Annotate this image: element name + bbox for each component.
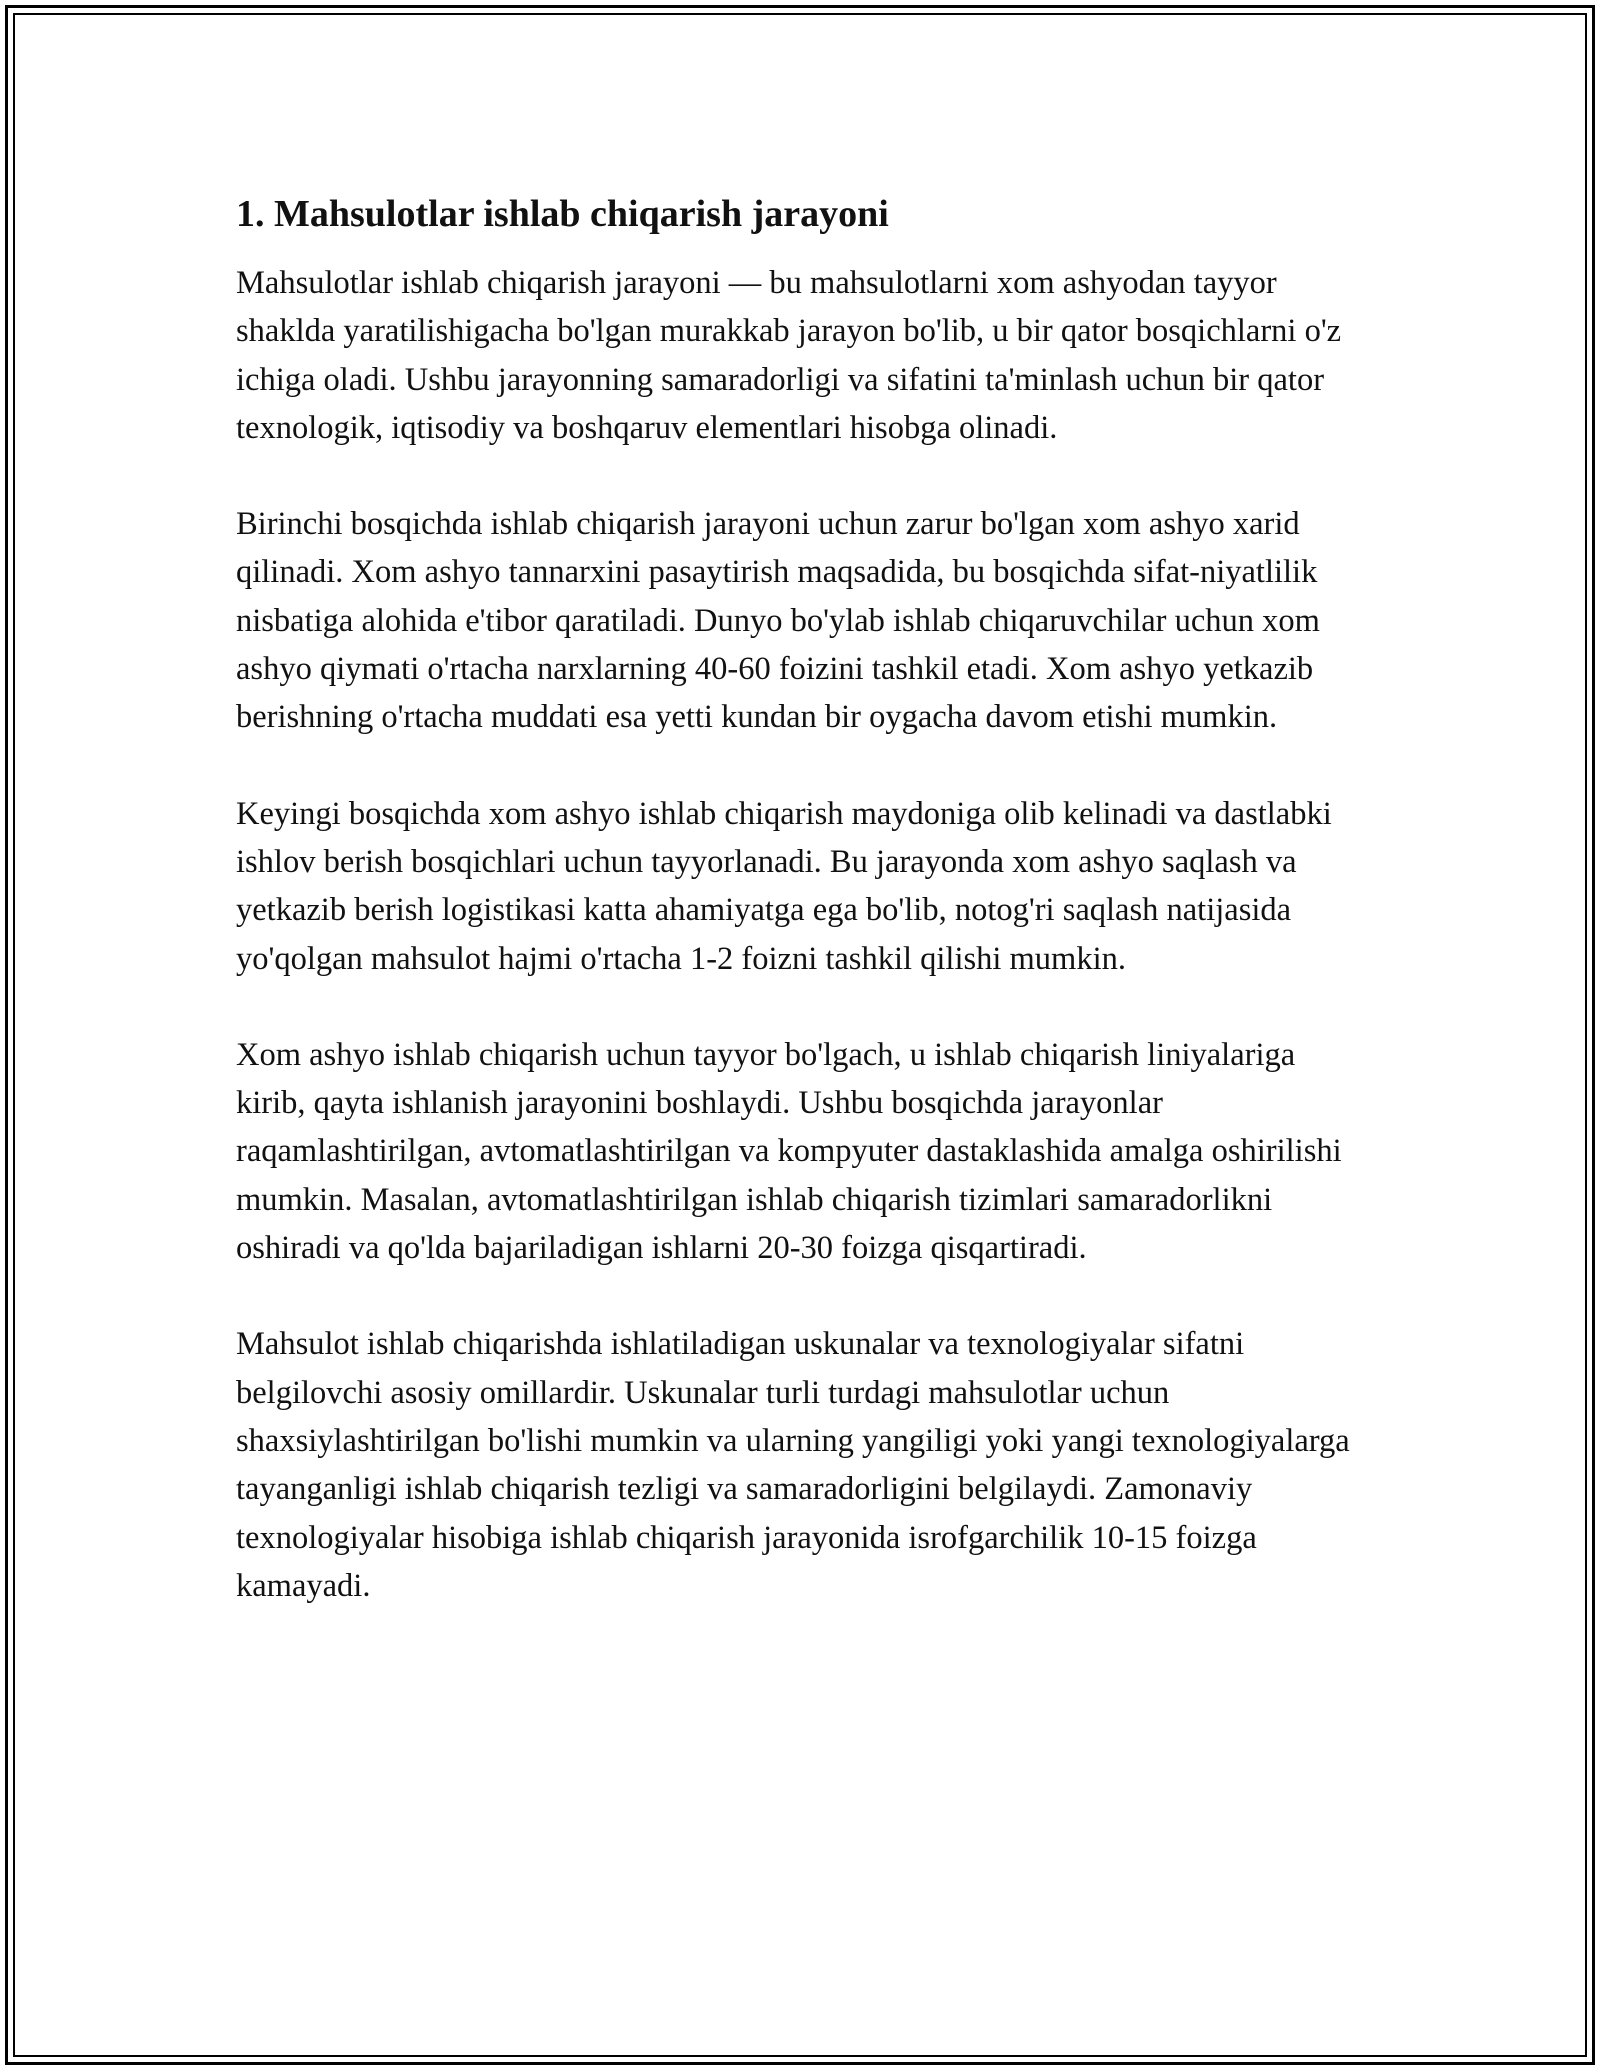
- paragraph-equipment: Mahsulot ishlab chiqarishda ishlatiladigan uskunalar va texnologiyalar sifatni belgilovchi asosiy omillardir. Uskunalar turli turdagi mahsulotlar uchun shaxsiylashtirilgan bo'lishi mumkin va ularning yangiligi yoki yangi texnologiyalarga tayanganligi ishlab chiqarish tezligi va samaradorligini belgilaydi. Zamonaviy texnologiyalar hisobiga ishlab chiqarish jarayonida isrofgarchilik 10-15 foizga kamayadi.: [236, 1326, 1350, 1604]
- document-body: [236, 185, 1366, 1658]
- paragraph-first-stage: Birinchi bosqichda ishlab chiqarish jarayoni uchun zarur bo'lgan xom ashyo xarid qilinadi. Xom ashyo tannarxini pasaytirish maqsadida, bu bosqichda sifat-niyatlilik nisbatiga alohida e'tibor qaratiladi. Dunyo bo'ylab ishlab chiqaruvchilar uchun xom ashyo qiymati o'rtacha narxlarning 40-60 foizini tashkil etadi. Xom ashyo yetkazib berishning o'rtacha muddati esa yetti kundan bir oygacha davom etishi mumkin.: [236, 506, 1320, 736]
- paragraph-processing: Xom ashyo ishlab chiqarish uchun tayyor bo'lgach, u ishlab chiqarish liniyalariga kirib, qayta ishlanish jarayonini boshlaydi. Ushbu bosqichda jarayonlar raqamlashtirilgan, avtomatlashtirilgan va kompyuter dastaklashida amalga oshirilishi mumkin. Masalan, avtomatlashtirilgan ishlab chiqarish tizimlari samaradorlikni oshiradi va qo'lda bajariladigan ishlarni 20-30 foizga qisqartiradi.: [236, 1036, 1342, 1267]
- section-heading: 1. Mahsulotlar ishlab chiqarish jarayoni: [236, 193, 889, 235]
- paragraph-next-stage: Keyingi bosqichda xom ashyo ishlab chiqarish maydoniga olib kelinadi va dastlabki ishlov berish bosqichlari uchun tayyorlanadi. Bu jarayonda xom ashyo saqlash va yetkazib berish logistikasi katta ahamiyatga ega bo'lib, notog'ri saqlash natijasida yo'qolgan mahsulot hajmi o'rtacha 1-2 foizni tashkil qilishi mumkin.: [236, 795, 1332, 977]
- paragraph-intro: Mahsulotlar ishlab chiqarish jarayoni — bu mahsulotlarni xom ashyodan tayyor shaklda yaratilishigacha bo'lgan murakkab jarayon bo'lib, u bir qator bosqichlarni o'z ichiga oladi. Ushbu jarayonning samaradorligi va sifatini ta'minlash uchun bir qator texnologik, iqtisodiy va boshqaruv elementlari hisobga olinadi.: [236, 265, 1342, 446]
